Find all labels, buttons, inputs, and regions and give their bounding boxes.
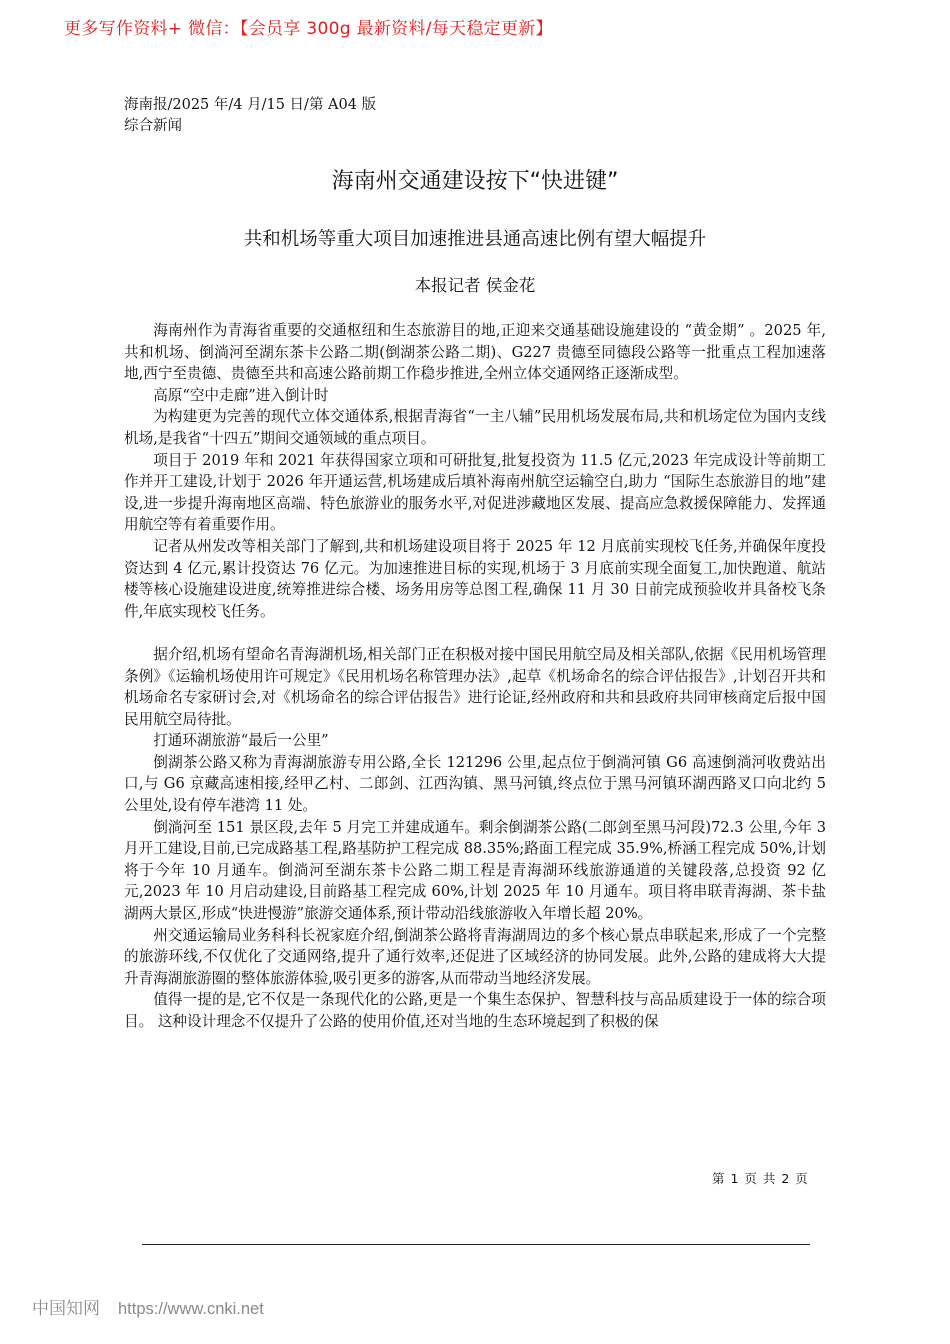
paragraph: 据介绍,机场有望命名青海湖机场,相关部门正在积极对接中国民用航空局及相关部队,依据《民用机场管理条例》《运输机场使用许可规定》《民用机场名称管理办法》,起草《机场命名的综合评估报告》,计划召开共和机场命名专家研讨会,对《机场命名的综合评估报告》进行论证,经州政府和共和县政府共同审核商定后报中国民用航空局待批。 xyxy=(124,645,826,728)
paragraph: 海南州作为青海省重要的交通枢纽和生态旅游目的地,正迎来交通基础设施建设的 “黄金期” 。2025 年,共和机场、倒淌河至湖东茶卡公路二期(倒湖茶公路二期)、G227 贵德至同德段公路等一批重点工程加速落地,西宁至贵德、贵德至共和高速公路前期工作稳步推进,全州立体交通网络正逐渐成型。 xyxy=(124,322,826,383)
footer-brand: 中国知网 xyxy=(32,1299,100,1318)
paragraph: 州交通运输局业务科科长祝家庭介绍,倒湖茶公路将青海湖周边的多个核心景点串联起来,形成了一个完整的旅游环线,不仅优化了交通网络,提升了通行效率,还促进了区域经济的协同发展。此外,公路的建成将大大提升青海湖旅游圈的整体旅游体验,吸引更多的游客,从而带动当地经济发展。 xyxy=(124,926,826,987)
footer-watermark xyxy=(32,1294,264,1319)
article-title: 海南州交通建设按下“快进键” xyxy=(331,169,619,194)
section-heading: 打通环湖旅游“最后一公里” xyxy=(153,732,329,750)
paragraph: 项目于 2019 年和 2021 年获得国家立项和可研批复,批复投资为 11.5 亿元,2023 年完成设计等前期工作并开工建设,计划于 2026 年开通运营,机场建成后填补海南州航空运输空白,助力 “国际生态旅游目的地”建设,进一步提升海南地区高端、特色旅游业的服务水平,对促进涉藏地区发展、提高应急救援保障能力、发挥通用航空等有着重要作用。 xyxy=(124,451,826,534)
article-body xyxy=(124,320,826,1033)
promo-banner: 更多写作资料+ 微信：【会员享 300g 最新资料/每天稳定更新】 xyxy=(64,19,553,39)
source-line: 海南报/2025 年/4 月/15 日/第 A04 版综合新闻 xyxy=(124,97,377,134)
article-subtitle: 共和机场等重大项目加速推进县通高速比例有望大幅提升 xyxy=(243,229,707,250)
paragraph: 记者从州发改等相关部门了解到,共和机场建设项目将于 2025 年 12 月底前实现校飞任务,并确保年度投资达到 4 亿元,累计投资达 76 亿元。为加速推进目标的实现,机场于 3 月底前实现全面复工,加快跑道、航站楼等核心设施建设进度,统筹推进综合楼、场务用房等总图工程,确保 11 月 30 日前完成预验收并具备校飞条件,年底实现校飞任务。 xyxy=(124,537,826,620)
paragraph: 倒淌河至 151 景区段,去年 5 月完工并建成通车。剩余倒湖茶公路(二郎剑至黑马河段)72.3 公里,今年 3 月开工建设,目前,已完成路基工程,路基防护工程完成 88.35%;路面工程完成 35.9%,桥涵工程完成 50%,计划将于今年 10 月通车。倒淌河至湖东茶卡公路二期工程是青海湖环线旅游通道的关键段落,总投资 92 亿元,2023 年 10 月启动建设,目前路基工程完成 60%,计划 2025 年 10 月通车。项目将串联青海湖、茶卡盐湖两大景区,形成“快进慢游”旅游交通体系,预计带动沿线旅游收入年增长超 20%。 xyxy=(124,818,826,923)
paragraph: 为构建更为完善的现代立体交通体系,根据青海省“一主八辅”民用机场发展布局,共和机场定位为国内支线机场,是我省“十四五”期间交通领域的重点项目。 xyxy=(124,408,826,447)
paragraph: 倒湖茶公路又称为青海湖旅游专用公路,全长 121296 公里,起点位于倒淌河镇 G6 高速倒淌河收费站出口,与 G6 京藏高速相接,经甲乙村、二郎剑、江西沟镇、黑马河镇,终点位于黑马河镇环湖西路叉口向北约 5 公里处,设有停车港湾 11 处。 xyxy=(124,753,826,815)
page-indicator: 第 1 页 共 2 页 xyxy=(712,1171,809,1186)
byline: 本报记者 侯金花 xyxy=(414,276,536,295)
paragraph: 值得一提的是,它不仅是一条现代化的公路,更是一个集生态保护、智慧科技与高品质建设于一体的综合项目。 这种设计理念不仅提升了公路的使用价值,还对当地的生态环境起到了积极的保 xyxy=(124,991,826,1030)
section-heading: 高原“空中走廊”进入倒计时 xyxy=(153,386,329,404)
footer-url[interactable]: https://www.cnki.net xyxy=(118,1300,264,1318)
footer-divider xyxy=(142,1244,810,1245)
